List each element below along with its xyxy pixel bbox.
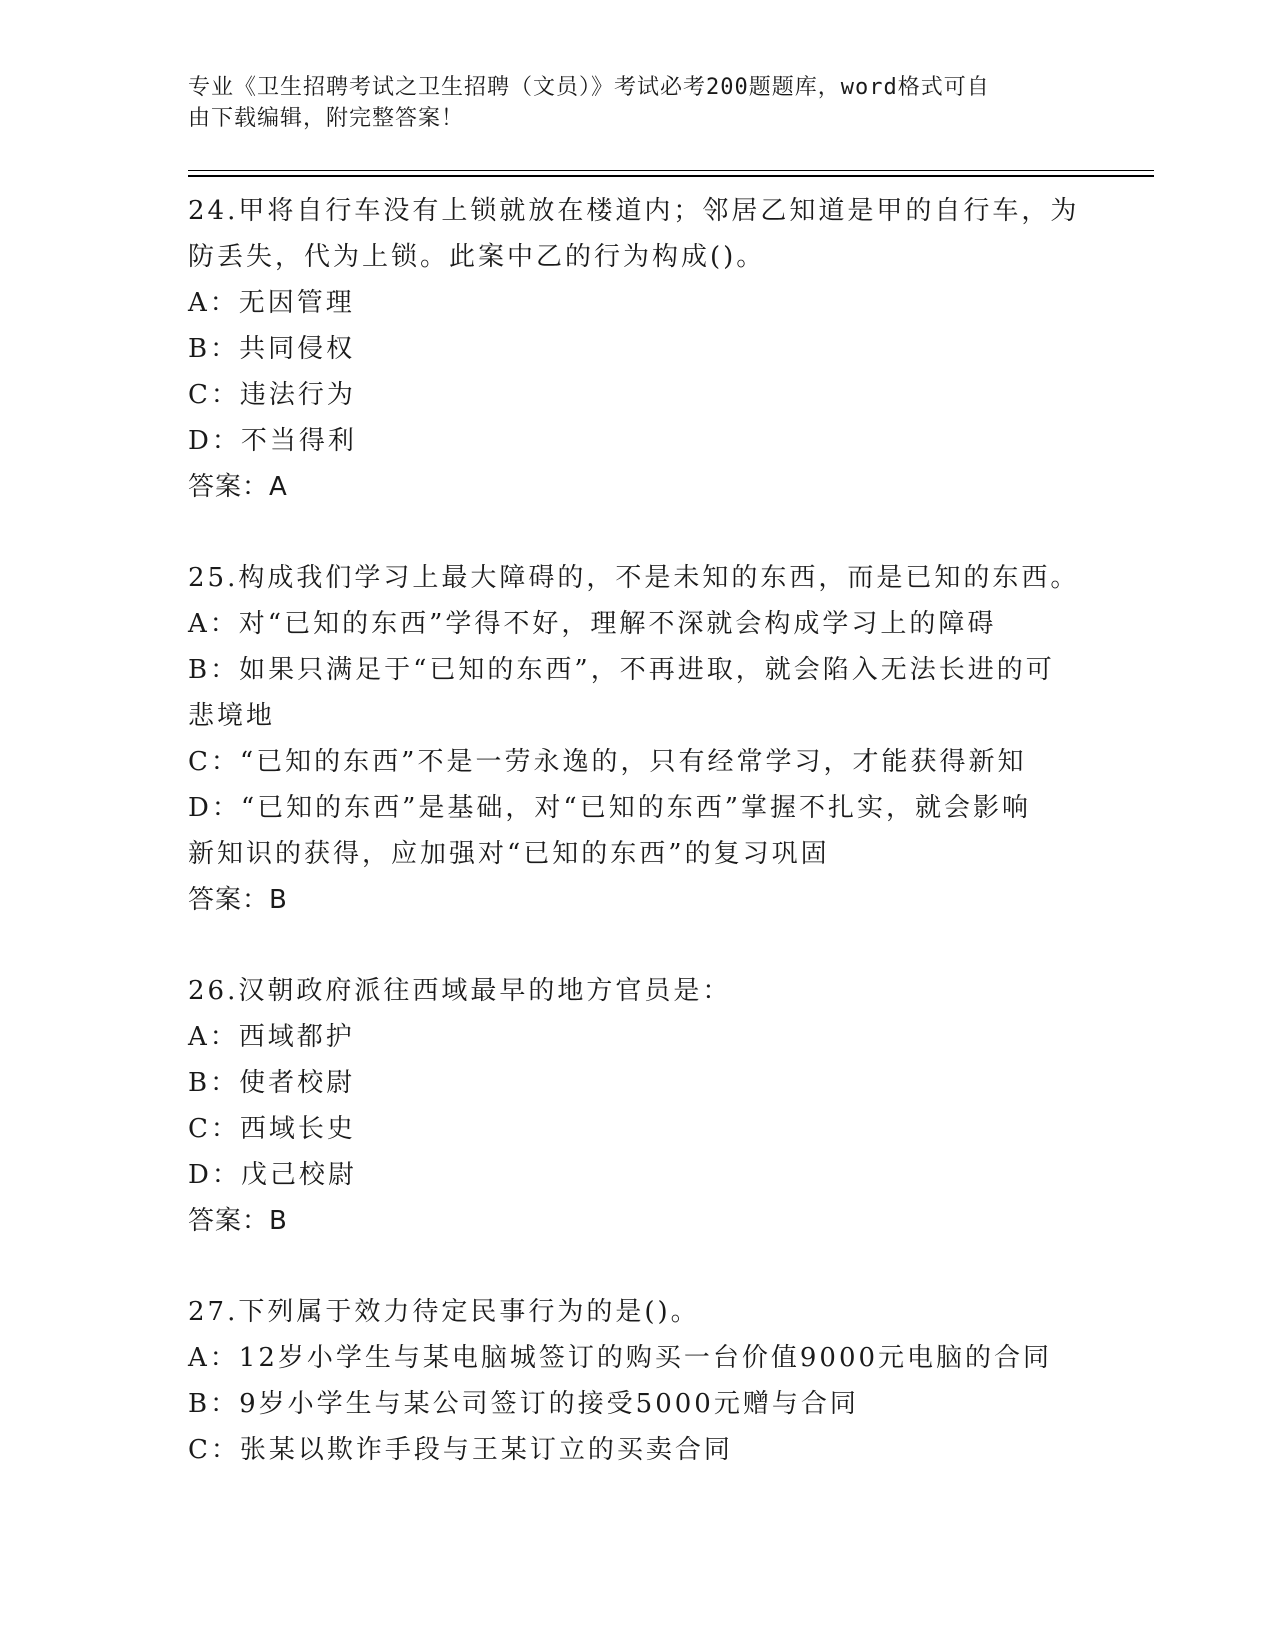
answer: 答案：B: [188, 1206, 288, 1236]
document-header: [188, 72, 1068, 134]
option-b: B：如果只满足于“已知的东西”，不再进取，就会陷入无法长进的可: [188, 655, 1055, 685]
question-list: [188, 188, 1088, 1473]
header-divider-thin: [188, 170, 1154, 171]
spacer: [188, 923, 1088, 968]
option-c: C：违法行为: [188, 380, 356, 410]
option-d: D：不当得利: [188, 426, 357, 456]
question-26: [188, 968, 1088, 1244]
header-divider-thick: [188, 175, 1154, 177]
question-stem: 27.下列属于效力待定民事行为的是()。: [188, 1297, 700, 1327]
question-stem: 26.汉朝政府派往西域最早的地方官员是：: [188, 976, 732, 1006]
option-c: C：“已知的东西”不是一劳永逸的，只有经常学习，才能获得新知: [188, 747, 1027, 777]
header-line-2: 由下载编辑，附完整答案！: [188, 106, 465, 131]
question-stem: 25.构成我们学习上最大障碍的，不是未知的东西，而是已知的东西。: [188, 563, 1080, 593]
option-a: A：12岁小学生与某电脑城签订的购买一台价值9000元电脑的合同: [188, 1343, 1053, 1373]
question-25: [188, 555, 1088, 923]
option-d-continued: 新知识的获得，应加强对“已知的东西”的复习巩固: [188, 839, 830, 869]
option-a: A：无因管理: [188, 288, 355, 318]
answer: 答案：A: [188, 472, 288, 502]
question-24: [188, 188, 1088, 510]
question-stem: 24.甲将自行车没有上锁就放在楼道内；邻居乙知道是甲的自行车，为: [188, 196, 1080, 226]
option-c: C：西域长史: [188, 1114, 356, 1144]
answer: 答案：B: [188, 885, 288, 915]
option-a: A：对“已知的东西”学得不好，理解不深就会构成学习上的障碍: [188, 609, 997, 639]
option-d: D：“已知的东西”是基础，对“已知的东西”掌握不扎实，就会影响: [188, 793, 1032, 823]
spacer: [188, 510, 1088, 555]
option-b: B：共同侵权: [188, 334, 356, 364]
option-a: A：西域都护: [188, 1022, 355, 1052]
header-line-1: 专业《卫生招聘考试之卫生招聘（文员）》考试必考200题题库，word格式可自: [188, 75, 990, 100]
option-d: D：戊己校尉: [188, 1160, 357, 1190]
question-stem-continued: 防丢失，代为上锁。此案中乙的行为构成()。: [188, 242, 766, 272]
option-b-continued: 悲境地: [188, 701, 276, 731]
option-c: C：张某以欺诈手段与王某订立的买卖合同: [188, 1435, 733, 1465]
option-b: B：使者校尉: [188, 1068, 356, 1098]
option-b: B：9岁小学生与某公司签订的接受5000元赠与合同: [188, 1389, 859, 1419]
spacer: [188, 1244, 1088, 1289]
question-27: [188, 1289, 1088, 1473]
